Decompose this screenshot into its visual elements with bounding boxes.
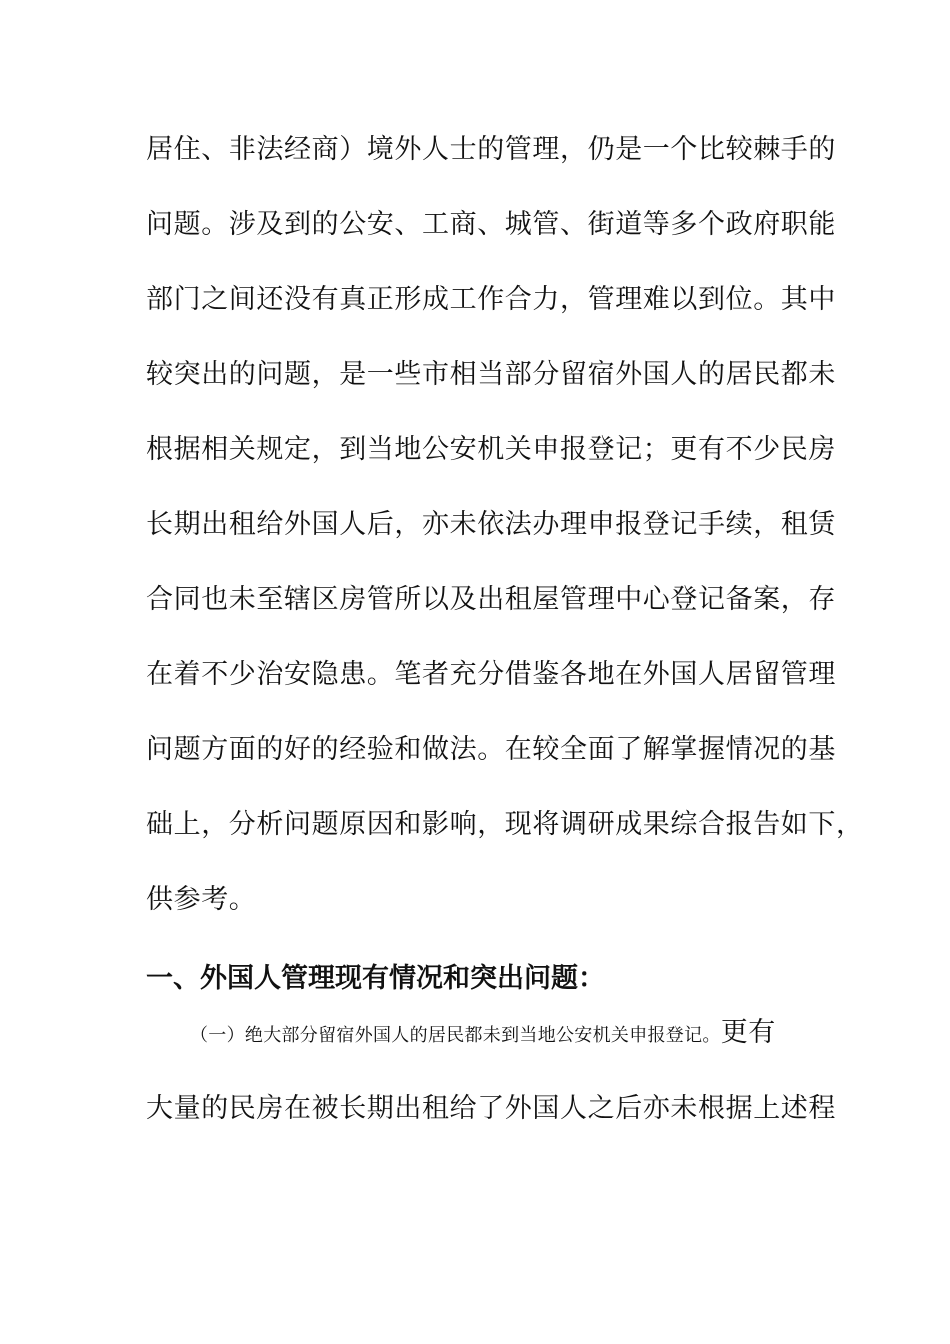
paragraph-line-7: 合同也未至辖区房管所以及出租屋管理中心登记备案，存 (146, 584, 836, 615)
section-heading: 一、外国人管理现有情况和突出问题： (146, 963, 605, 994)
subsection-text-start: 更有 (720, 1017, 776, 1048)
paragraph-line-10: 础上，分析问题原因和影响，现将调研成果综合报告如下， (146, 809, 864, 840)
paragraph-line-3: 部门之间还没有真正形成工作合力，管理难以到位。其中 (146, 284, 836, 315)
paragraph-line-11: 供参考。 (146, 884, 257, 915)
paragraph-line-1: 居住、非法经商）境外人士的管理，仍是一个比较棘手的 (146, 134, 836, 165)
paragraph-line-6: 长期出租给外国人后，亦未依法办理申报登记手续，租赁 (146, 509, 836, 540)
paragraph-line-5: 根据相关规定，到当地公安机关申报登记；更有不少民房 (146, 434, 836, 465)
paragraph-line-2: 问题。涉及到的公安、工商、城管、街道等多个政府职能 (146, 209, 836, 240)
paragraph-line-9: 问题方面的好的经验和做法。在较全面了解掌握情况的基 (146, 734, 836, 765)
paragraph-line-4: 较突出的问题，是一些市相当部分留宿外国人的居民都未 (146, 359, 836, 390)
subsection-title: （一）绝大部分留宿外国人的居民都未到当地公安机关申报登记。 (190, 1025, 721, 1046)
subsection-first-line (190, 1017, 776, 1052)
subsection-continuation-line: 大量的民房在被长期出租给了外国人之后亦未根据上述程 (146, 1093, 836, 1124)
paragraph-line-8: 在着不少治安隐患。笔者充分借鉴各地在外国人居留管理 (146, 659, 836, 690)
